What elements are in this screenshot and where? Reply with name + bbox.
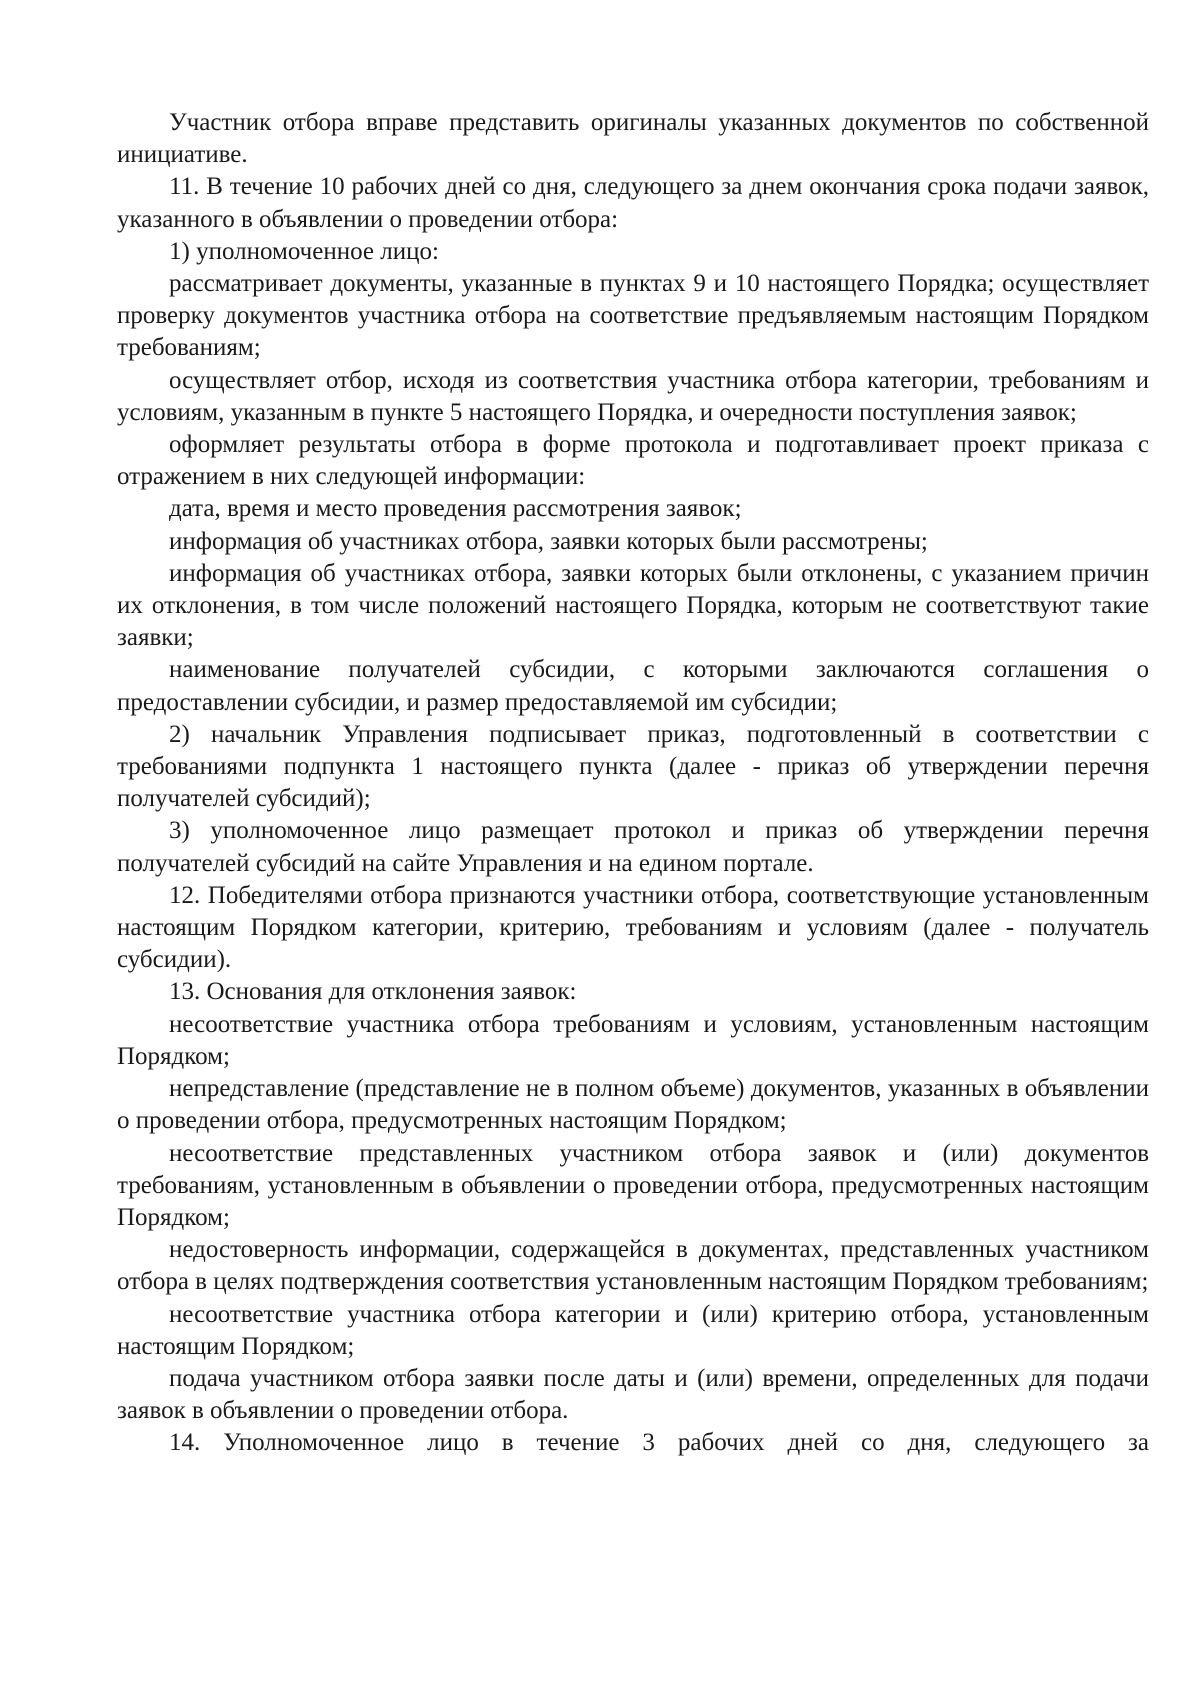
paragraph-conduct-selection: осуществляет отбор, исходя из соответствия участника отбора категории, требованиям и условиям, указанным в пункте 5 настоящего Порядка, и очередности поступления заявок; [117,366,1149,426]
paragraph-subitem-2: 2) начальник Управления подписывает приказ, подготовленный в соответствии с требованиями подпункта 1 настоящего пункта (далее - приказ об утверждении перечня получателей субсидий); [117,720,1149,813]
paragraph-protocol: оформляет результаты отбора в форме протокола и подготавливает проект приказа с отражением в них следующей информации: [117,431,1149,491]
paragraph-date-time-place: дата, время и место проведения рассмотрения заявок; [169,495,742,523]
paragraph-item-11: 11. В течение 10 рабочих дней со дня, следующего за днем окончания срока подачи заявок, указанного в объявлении о проведении отбора: [117,173,1149,233]
paragraph-review-documents: рассматривает документы, указанные в пунктах 9 и 10 настоящего Порядка; осуществляет проверку документов участника отбора на соответствие предъявляемым настоящим Порядком требованиям; [117,270,1149,362]
paragraph-ground-nonconforming-documents: несоответствие представленных участником отбора заявок и (или) документов требованиям, установленным в объявлении о проведении отбора, предусмотренных настоящим Порядком; [117,1139,1149,1231]
paragraph-ground-missing-documents: непредставление (представление не в полном объеме) документов, указанных в объявлении о проведении отбора, предусмотренных настоящим Порядком; [117,1075,1149,1135]
paragraph-item-14: 14. Уполномоченное лицо в течение 3 рабочих дней со дня, следующего за [169,1429,1149,1457]
paragraph-rejected-participants: информация об участниках отбора, заявки которых были отклонены, с указанием причин их отклонения, в том числе положений настоящего Порядка, которым не соответствуют такие заявки; [117,559,1149,652]
paragraph-ground-category: несоответствие участника отбора категории и (или) критерию отбора, установленным настоящим Порядком; [117,1300,1149,1360]
document-body [117,107,1149,1460]
paragraph-reviewed-participants: информация об участниках отбора, заявки которых были рассмотрены; [169,527,928,555]
paragraph-subitem-3: 3) уполномоченное лицо размещает протокол и приказ об утверждении перечня получателей субсидий на сайте Управления и на едином портале. [117,817,1149,877]
paragraph-ground-requirements: несоответствие участника отбора требованиям и условиям, установленным настоящим Порядком; [117,1010,1149,1070]
paragraph-recipients: наименование получателей субсидии, с которыми заключаются соглашения о предоставлении субсидии, и размер предоставляемой им субсидии; [117,656,1149,716]
paragraph-item-13: 13. Основания для отклонения заявок: [169,978,577,1006]
paragraph-subitem-1: 1) уполномоченное лицо: [169,237,439,265]
paragraph-ground-inaccurate-information: недостоверность информации, содержащейся в документах, представленных участником отбора в целях подтверждения соответствия установленным настоящим Порядком требованиям; [117,1236,1149,1296]
paragraph-item-12: 12. Победителями отбора признаются участники отбора, соответствующие установленным настоящим Порядком категории, критерию, требованиям и условиям (далее - получатель субсидии). [117,881,1149,974]
paragraph-ground-late-submission: подача участником отбора заявки после даты и (или) времени, определенных для подачи заявок в объявлении о проведении отбора. [117,1364,1149,1425]
paragraph-original-documents: Участник отбора вправе представить оригиналы указанных документов по собственной инициативе. [117,109,1149,169]
